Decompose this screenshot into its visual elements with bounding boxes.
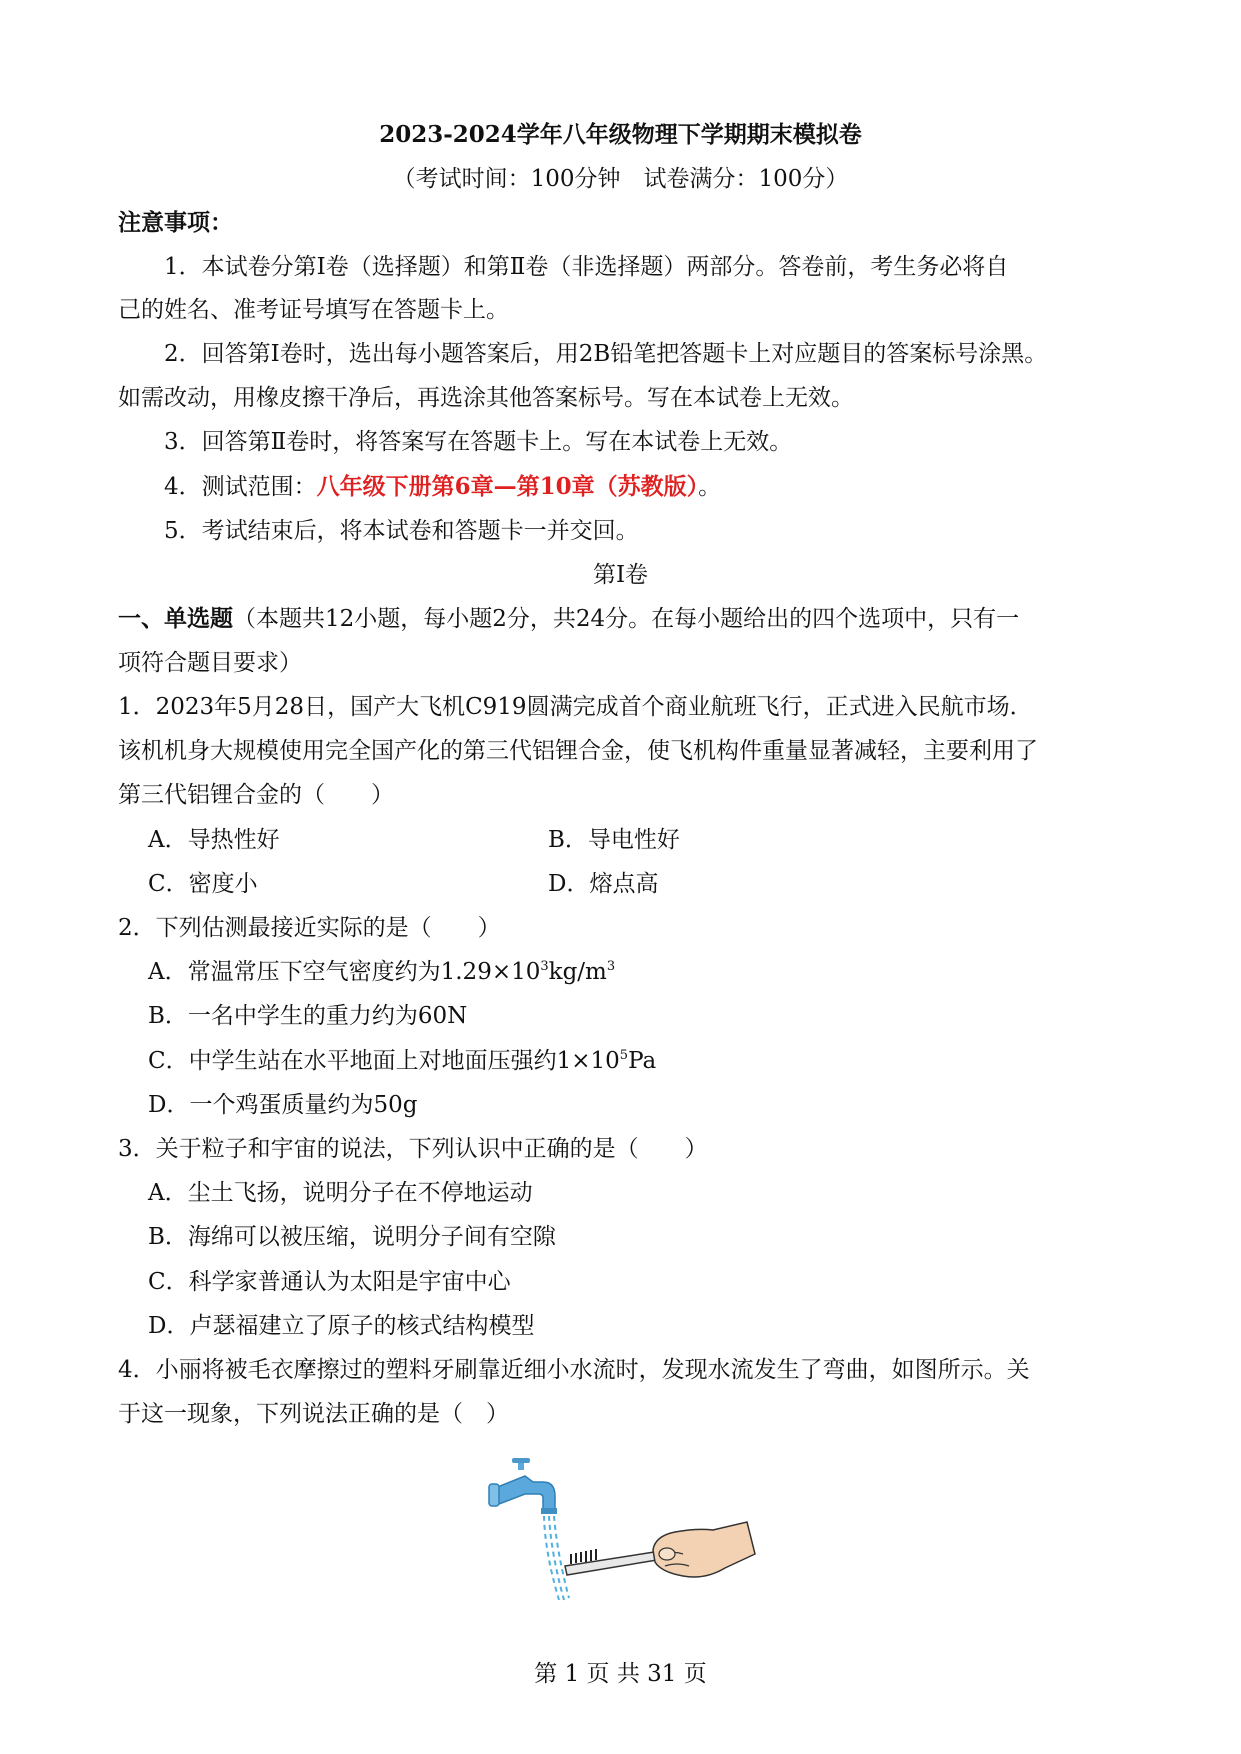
- q2-option-d: D．一个鸡蛋质量约为50g: [148, 1092, 418, 1118]
- page-footer: 第 1 页 共 31 页: [534, 1661, 707, 1687]
- notice-item-4-suffix: 。: [698, 474, 722, 500]
- faucet-icon: [489, 1458, 557, 1514]
- q3-option-a: A．尘土飞扬，说明分子在不停地运动: [148, 1180, 533, 1206]
- q1-option-b: B．导电性好: [548, 827, 680, 853]
- notice-item-1: 1．本试卷分第Ⅰ卷（选择题）和第Ⅱ卷（非选择题）两部分。答卷前，考生务必将自: [164, 254, 1009, 280]
- q1-stem-cont: 该机机身大规模使用完全国产化的第三代铝锂合金，使飞机构件重量显著减轻，主要利用了: [118, 738, 1038, 764]
- q4-stem: 4．小丽将被毛衣摩擦过的塑料牙刷靠近细小水流时，发现水流发生了弯曲，如图所示。关: [118, 1357, 1030, 1383]
- exponent: 5: [619, 1048, 629, 1063]
- notice-item-2: 2．回答第Ⅰ卷时，选出每小题答案后，用2B铅笔把答题卡上对应题目的答案标号涂黑。: [164, 341, 1048, 367]
- q1-option-a: A．导热性好: [148, 827, 280, 853]
- q4-stem-cont: 于这一现象，下列说法正确的是（ ）: [118, 1401, 509, 1427]
- notice-item-5: 5．考试结束后，将本试卷和答题卡一并交回。: [164, 518, 639, 544]
- section-title: 第Ⅰ卷: [592, 562, 649, 588]
- q2-option-c: [148, 1046, 656, 1076]
- unit: kg/m: [548, 959, 607, 985]
- q2-stem: 2．下列估测最接近实际的是（ ）: [118, 915, 501, 941]
- exam-subtitle: （考试时间：100分钟 试卷满分：100分）: [392, 166, 849, 192]
- notice-item-4-prefix: 4．测试范围：: [164, 474, 317, 500]
- faucet-toothbrush-figure: [485, 1458, 765, 1608]
- notice-item-3: 3．回答第Ⅱ卷时，将答案写在答题卡上。写在本试卷上无效。: [164, 429, 793, 455]
- page-title: 2023-2024学年八年级物理下学期期末模拟卷: [379, 121, 862, 148]
- part1-desc: （本题共12小题，每小题2分，共24分。在每小题给出的四个选项中，只有一: [233, 606, 1020, 632]
- q3-option-b: B．海绵可以被压缩，说明分子间有空隙: [148, 1224, 556, 1250]
- q1-option-d: D．熔点高: [548, 871, 659, 897]
- water-stream: [544, 1516, 569, 1600]
- q2-option-a-text: A．常温常压下空气密度约为1.29×10: [148, 959, 541, 985]
- part1-desc-cont: 项符合题目要求）: [118, 650, 302, 676]
- q2-option-a: [148, 957, 615, 987]
- part1-heading: [118, 604, 1019, 634]
- exponent: 3: [540, 959, 549, 974]
- q1-option-c: C．密度小: [148, 871, 258, 897]
- notice-heading: 注意事项：: [118, 209, 233, 236]
- exponent: 3: [606, 959, 616, 974]
- q1-stem-end: 第三代铝锂合金的（ ）: [118, 782, 394, 808]
- q3-option-d: D．卢瑟福建立了原子的核式结构模型: [148, 1313, 535, 1339]
- notice-item-4: [164, 472, 721, 502]
- q3-stem: 3．关于粒子和宇宙的说法，下列认识中正确的是（ ）: [118, 1136, 708, 1162]
- notice-item-1-cont: 己的姓名、准考证号填写在答题卡上。: [118, 297, 509, 323]
- test-range: 八年级下册第6章—第10章（苏教版）: [316, 473, 699, 500]
- q1-stem: 1．2023年5月28日，国产大飞机C919圆满完成首个商业航班飞行，正式进入民航市场．: [118, 694, 1033, 720]
- q2-option-b: B．一名中学生的重力约为60N: [148, 1003, 468, 1029]
- unit: Pa: [628, 1048, 657, 1074]
- q3-option-c: C．科学家普通认为太阳是宇宙中心: [148, 1269, 511, 1295]
- part1-label: 一、单选题: [118, 605, 233, 632]
- notice-item-2-cont: 如需改动，用橡皮擦干净后，再选涂其他答案标号。写在本试卷上无效。: [118, 385, 854, 411]
- q2-option-c-text: C．中学生站在水平地面上对地面压强约1×10: [148, 1048, 620, 1074]
- hand-icon: [653, 1522, 755, 1577]
